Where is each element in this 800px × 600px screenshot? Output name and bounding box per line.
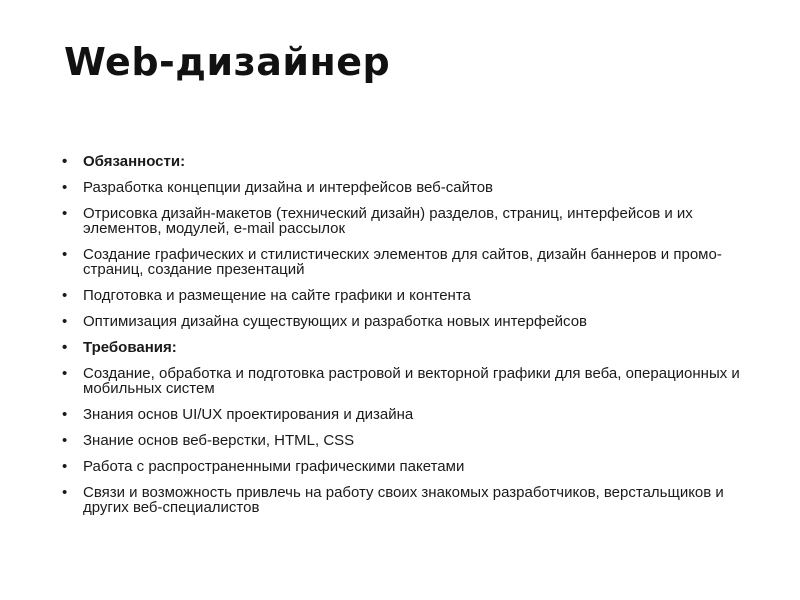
list-item: • Отрисовка дизайн-макетов (технический дизайн) разделов, страниц, интерфейсов и их элементов, модулей, e-mail рассылок [62,206,752,236]
list-item: • Создание графических и стилистических элементов для сайтов, дизайн баннеров и промо-страниц, создание презентаций [62,247,752,277]
list-item: • Создание, обработка и подготовка растровой и векторной графики для веба, операционных и мобильных систем [62,366,752,396]
section-heading-requirements: • Требования: [62,340,752,355]
list-item: • Работа с распространенными графическими пакетами [62,459,752,474]
page-title: Web-дизайнер [64,40,391,84]
list-item: • Знания основ UI/UX проектирования и дизайна [62,407,752,422]
list-item: • Знание основ веб-верстки, HTML, CSS [62,433,752,448]
bullet-list [62,154,752,526]
list-item: • Оптимизация дизайна существующих и разработка новых интерфейсов [62,314,752,329]
list-item: • Связи и возможность привлечь на работу своих знакомых разработчиков, верстальщиков и других веб-специалистов [62,485,752,515]
list-item: • Подготовка и размещение на сайте графики и контента [62,288,752,303]
list-item: • Разработка концепции дизайна и интерфейсов веб-сайтов [62,180,752,195]
section-heading-duties: • Обязанности: [62,154,752,169]
